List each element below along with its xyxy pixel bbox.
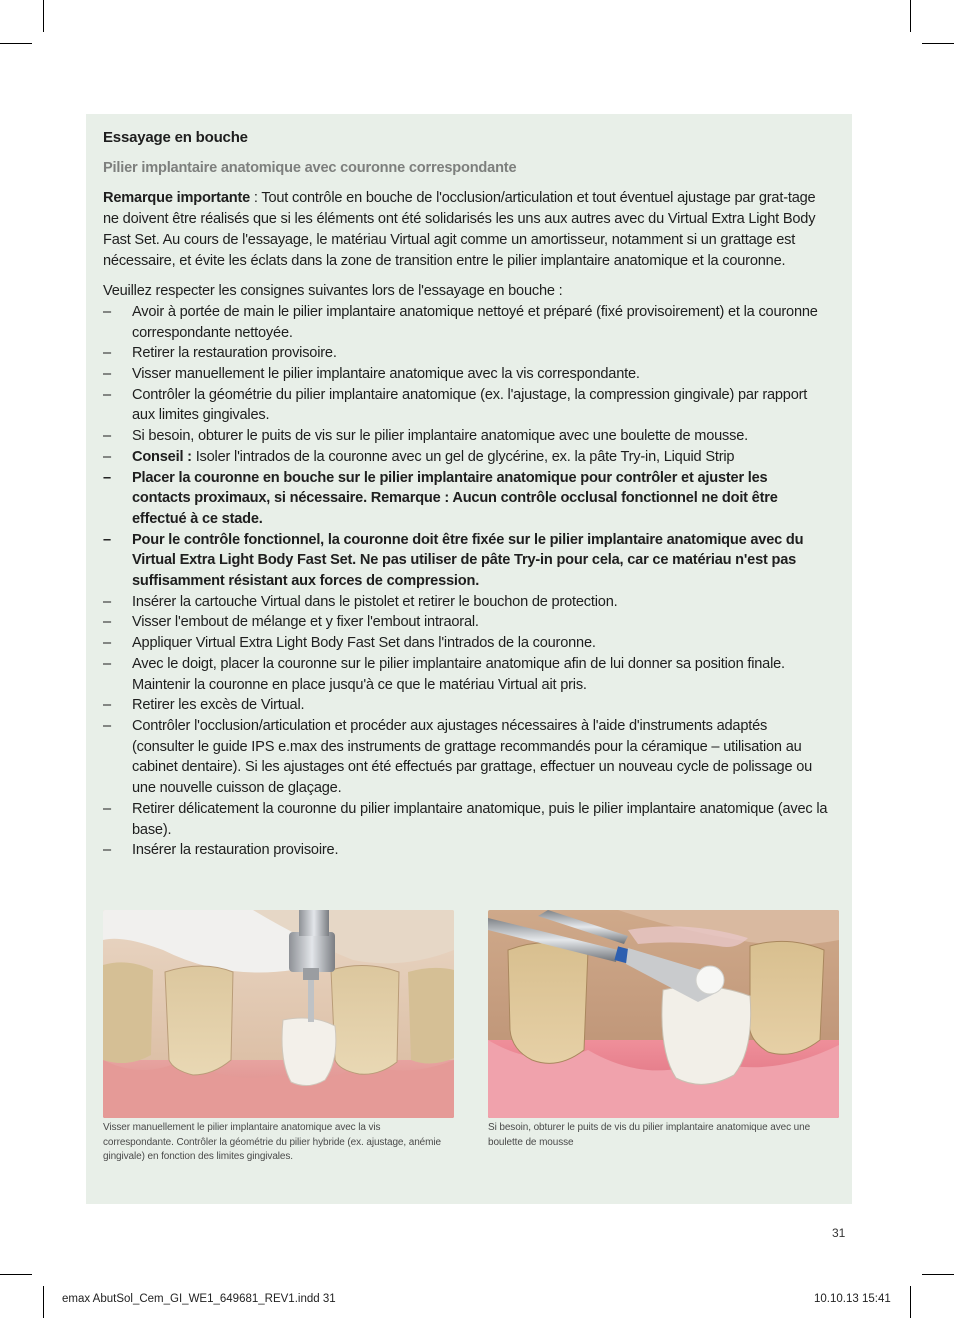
list-item: – Avec le doigt, placer la couronne sur le pilier implantaire anatomique afin de lui donner sa position finale. Maintenir la couronne en place jusqu'à ce que le matériau Virtual ait pris. — [103, 654, 828, 695]
list-item: – Retirer la restauration provisoire. — [103, 343, 828, 364]
figure-1-photo — [103, 910, 454, 1118]
list-item-conseil — [103, 447, 828, 468]
page-number: 31 — [832, 1226, 846, 1240]
list-item: – Pour le contrôle fonctionnel, la couronne doit être fixée sur le pilier implantaire anatomique avec du Virtual Extra Light Body Fast Set. Ne pas utiliser de pâte Try-in pour cela, car ce matériau n'est pas suffisamment résistant aux forces de compression. — [103, 530, 828, 592]
remark-label: Remarque importante — [103, 190, 251, 207]
intro-text: Veuillez respecter les consignes suivantes lors de l'essayage en bouche : — [103, 283, 563, 300]
section-title: Essayage en bouche — [103, 129, 248, 146]
crop-mark — [43, 0, 44, 32]
crop-mark — [43, 1286, 44, 1318]
remark-text: : Tout contrôle en bouche de l'occlusion/articulation et tout éventuel ajustage par grat-tage ne doivent être réalisés que si les éléments ont été solidarisés les uns aux autres avec du Virtual Extra Light Body Fast Set. Au cours de l'essayage, le matériau Virtual agit comme un amortisseur, notamment si un grattage est nécessaire, et évite les éclats dans la zone de transition entre le pilier implantaire anatomique et la couronne. — [103, 190, 816, 269]
crop-mark — [910, 0, 911, 32]
list-item: – Avoir à portée de main le pilier implantaire anatomique nettoyé et préparé (fixé provisoirement) et la couronne correspondante nettoyée. — [103, 302, 828, 343]
figure-2-photo — [488, 910, 839, 1118]
list-item: – Visser manuellement le pilier implantaire anatomique avec la vis correspondante. — [103, 364, 828, 385]
conseil-label: Conseil : — [132, 448, 192, 465]
section-subtitle: Pilier implantaire anatomique avec couronne correspondante — [103, 159, 517, 176]
steps-list — [103, 302, 828, 861]
list-item: – Appliquer Virtual Extra Light Body Fast Set dans l'intrados de la couronne. — [103, 633, 828, 654]
footer-filename: emax AbutSol_Cem_GI_WE1_649681_REV1.indd 31 — [62, 1293, 336, 1305]
crop-mark — [0, 1274, 32, 1275]
crop-mark — [922, 43, 954, 44]
conseil-text: Isoler l'intrados de la couronne avec un gel de glycérine, ex. la pâte Try-in, Liquid Strip — [195, 448, 735, 465]
list-item: – Contrôler la géométrie du pilier implantaire anatomique (ex. l'ajustage, la compression gingivale) par rapport aux limites gingivales. — [103, 385, 828, 426]
section-content — [103, 128, 828, 861]
list-item: – Insérer la restauration provisoire. — [103, 840, 828, 861]
footer-datetime: 10.10.13 15:41 — [814, 1293, 891, 1305]
list-item: – Si besoin, obturer le puits de vis sur le pilier implantaire anatomique avec une boulette de mousse. — [103, 426, 828, 447]
figure-1-caption: Visser manuellement le pilier implantaire anatomique avec la vis correspondante. Contrôler la géométrie du pilier hybride (ex. ajustage, anémie gingivale) en fonction des limites gingivales. — [103, 1122, 441, 1163]
list-item: – Retirer délicatement la couronne du pilier implantaire anatomique, puis le pilier implantaire anatomique (avec la base). — [103, 799, 828, 840]
list-item: – Contrôler l'occlusion/articulation et procéder aux ajustages nécessaires à l'aide d'instruments adaptés (consulter le guide IPS e.max des instruments de grattage recommandés pour la céramique – utilisation au cabinet dentaire). Si les ajustages ont été effectués par grattage, effectuer un nouveau cycle de polissage ou une nouvelle cuisson de glaçage. — [103, 716, 828, 799]
important-remark — [103, 188, 828, 271]
list-item: – Placer la couronne en bouche sur le pilier implantaire anatomique pour contrôler et ajuster les contacts proximaux, si nécessaire. Remarque : Aucun contrôle occlusal fonctionnel ne doit être effectué à ce stade. — [103, 468, 828, 530]
list-item: – Retirer les excès de Virtual. — [103, 695, 828, 716]
crop-mark — [0, 43, 32, 44]
crop-mark — [910, 1286, 911, 1318]
list-item: – Insérer la cartouche Virtual dans le pistolet et retirer le bouchon de protection. — [103, 592, 828, 613]
list-item: – Visser l'embout de mélange et y fixer l'embout intraoral. — [103, 612, 828, 633]
crop-mark — [922, 1274, 954, 1275]
figure-2-caption: Si besoin, obturer le puits de vis du pilier implantaire anatomique avec une boulette de mousse — [488, 1122, 811, 1148]
